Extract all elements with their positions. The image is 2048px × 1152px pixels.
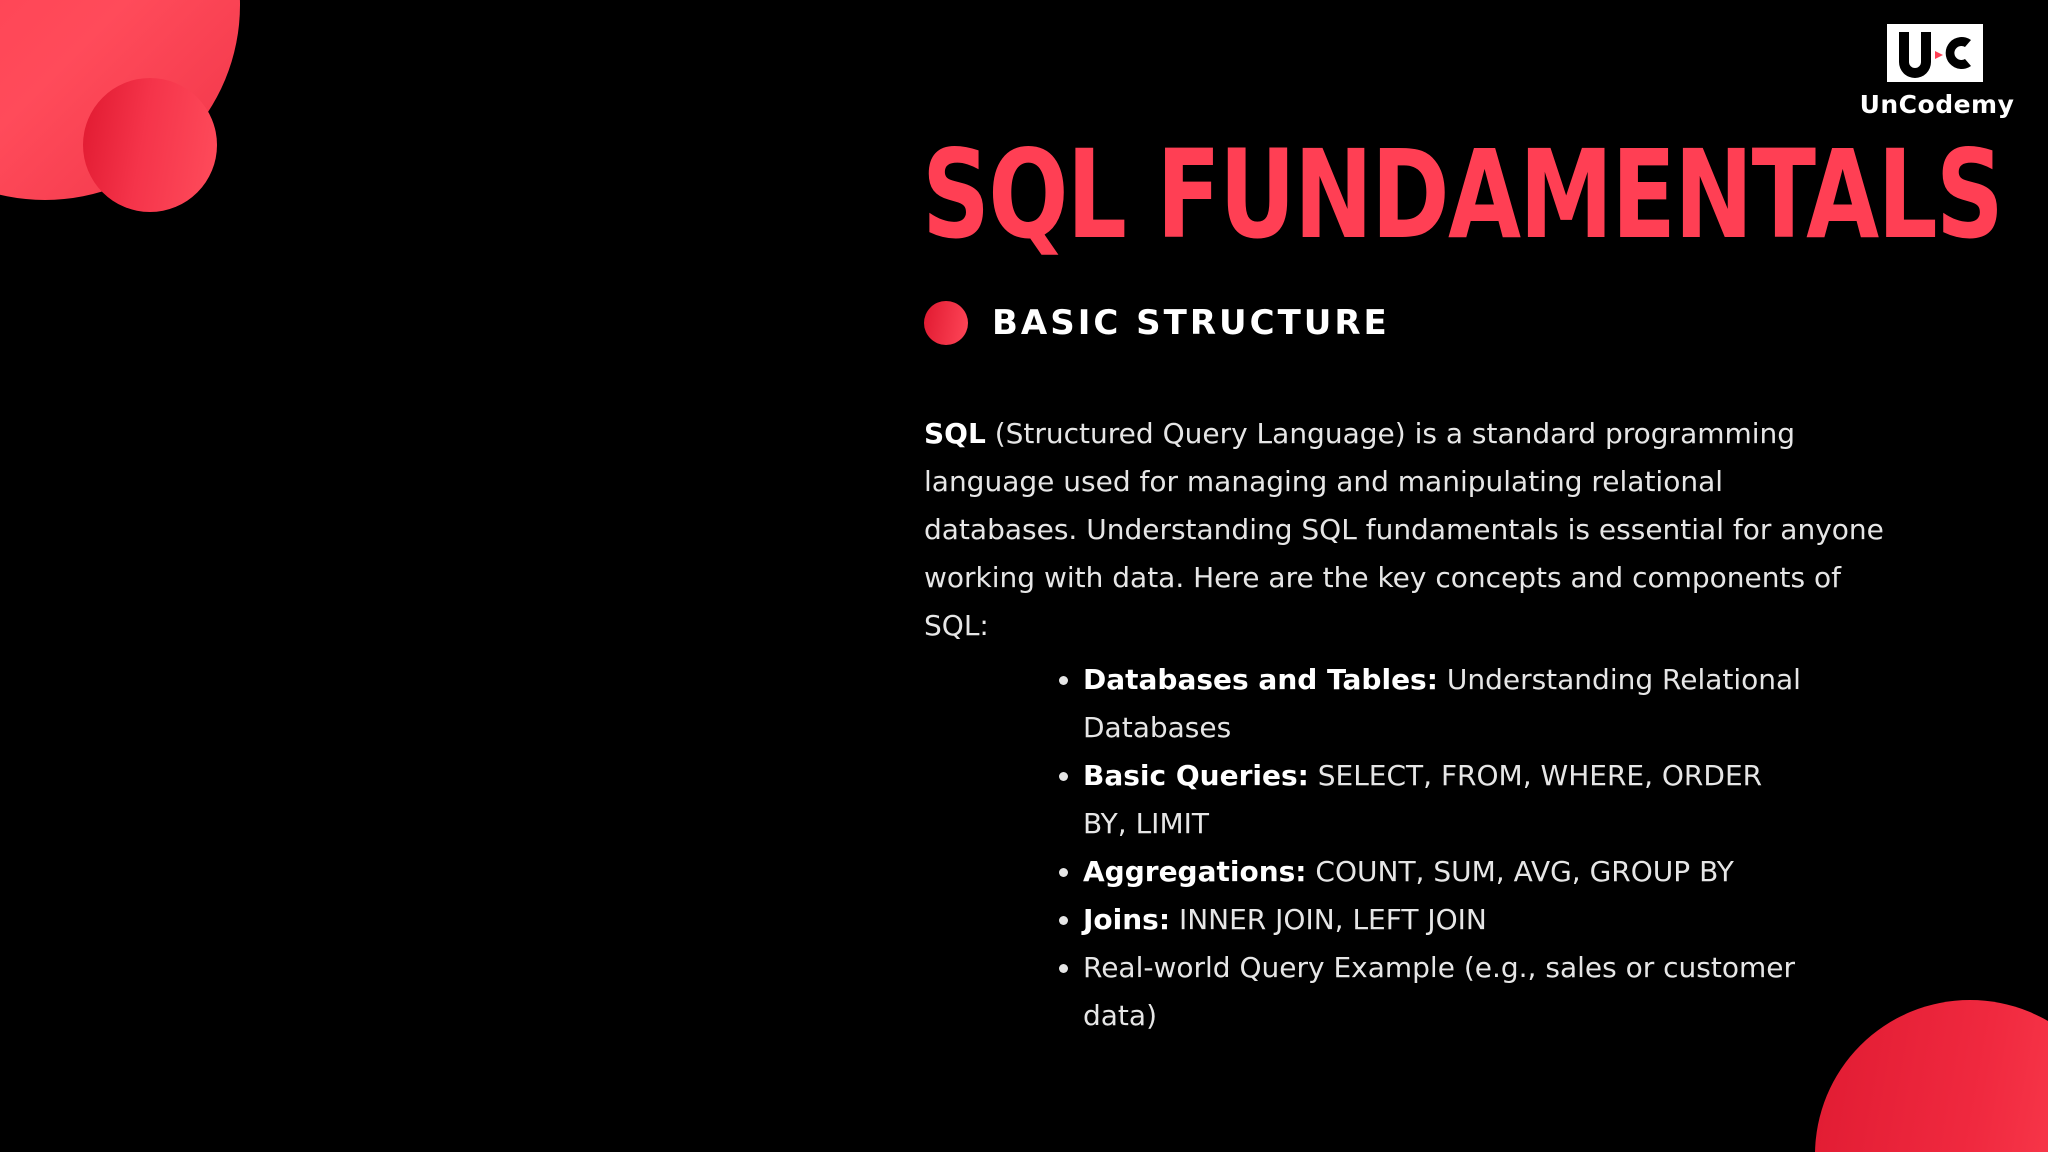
topic-label: Databases and Tables:	[1083, 663, 1438, 696]
decorative-circle-top-left-small	[83, 78, 217, 212]
list-item	[1083, 752, 1803, 848]
topic-text: Real-world Query Example (e.g., sales or customer data)	[1083, 951, 1795, 1032]
topic-text: SELECT, FROM, WHERE, ORDER BY, LIMIT	[1083, 759, 1763, 840]
list-item	[1083, 944, 1803, 1040]
list-item	[1083, 848, 1803, 896]
topic-text: INNER JOIN, LEFT JOIN	[1170, 903, 1487, 936]
topic-label: Basic Queries:	[1083, 759, 1309, 792]
intro-text: (Structured Query Language) is a standard programming language used for managing and manipulating relational databases. Understanding SQL fundamentals is essential for anyone working with data. Here are the key concepts and components of SQL:	[924, 417, 1884, 642]
section-subtitle: BASIC STRUCTURE	[992, 303, 1390, 343]
topic-label: Aggregations:	[1083, 855, 1307, 888]
logo-wordmark: UnCodemy	[1859, 90, 2015, 119]
decorative-circle-bottom-right	[1815, 1000, 2048, 1152]
list-item	[1083, 656, 1803, 752]
intro-paragraph	[924, 410, 1884, 650]
uc-logo-mark	[1885, 22, 1985, 84]
uncodemy-logo	[1852, 20, 2022, 130]
topic-list	[1060, 656, 1803, 1040]
topic-label: Joins:	[1083, 903, 1171, 936]
topic-text: Understanding Relational Databases	[1083, 663, 1801, 744]
list-item	[1083, 896, 1803, 944]
page-title: SQL FUNDAMENTALS	[922, 124, 2003, 266]
intro-term: SQL	[924, 417, 986, 450]
red-dot-icon	[924, 301, 968, 345]
section-heading	[924, 300, 1390, 346]
topic-text: COUNT, SUM, AVG, GROUP BY	[1306, 855, 1734, 888]
